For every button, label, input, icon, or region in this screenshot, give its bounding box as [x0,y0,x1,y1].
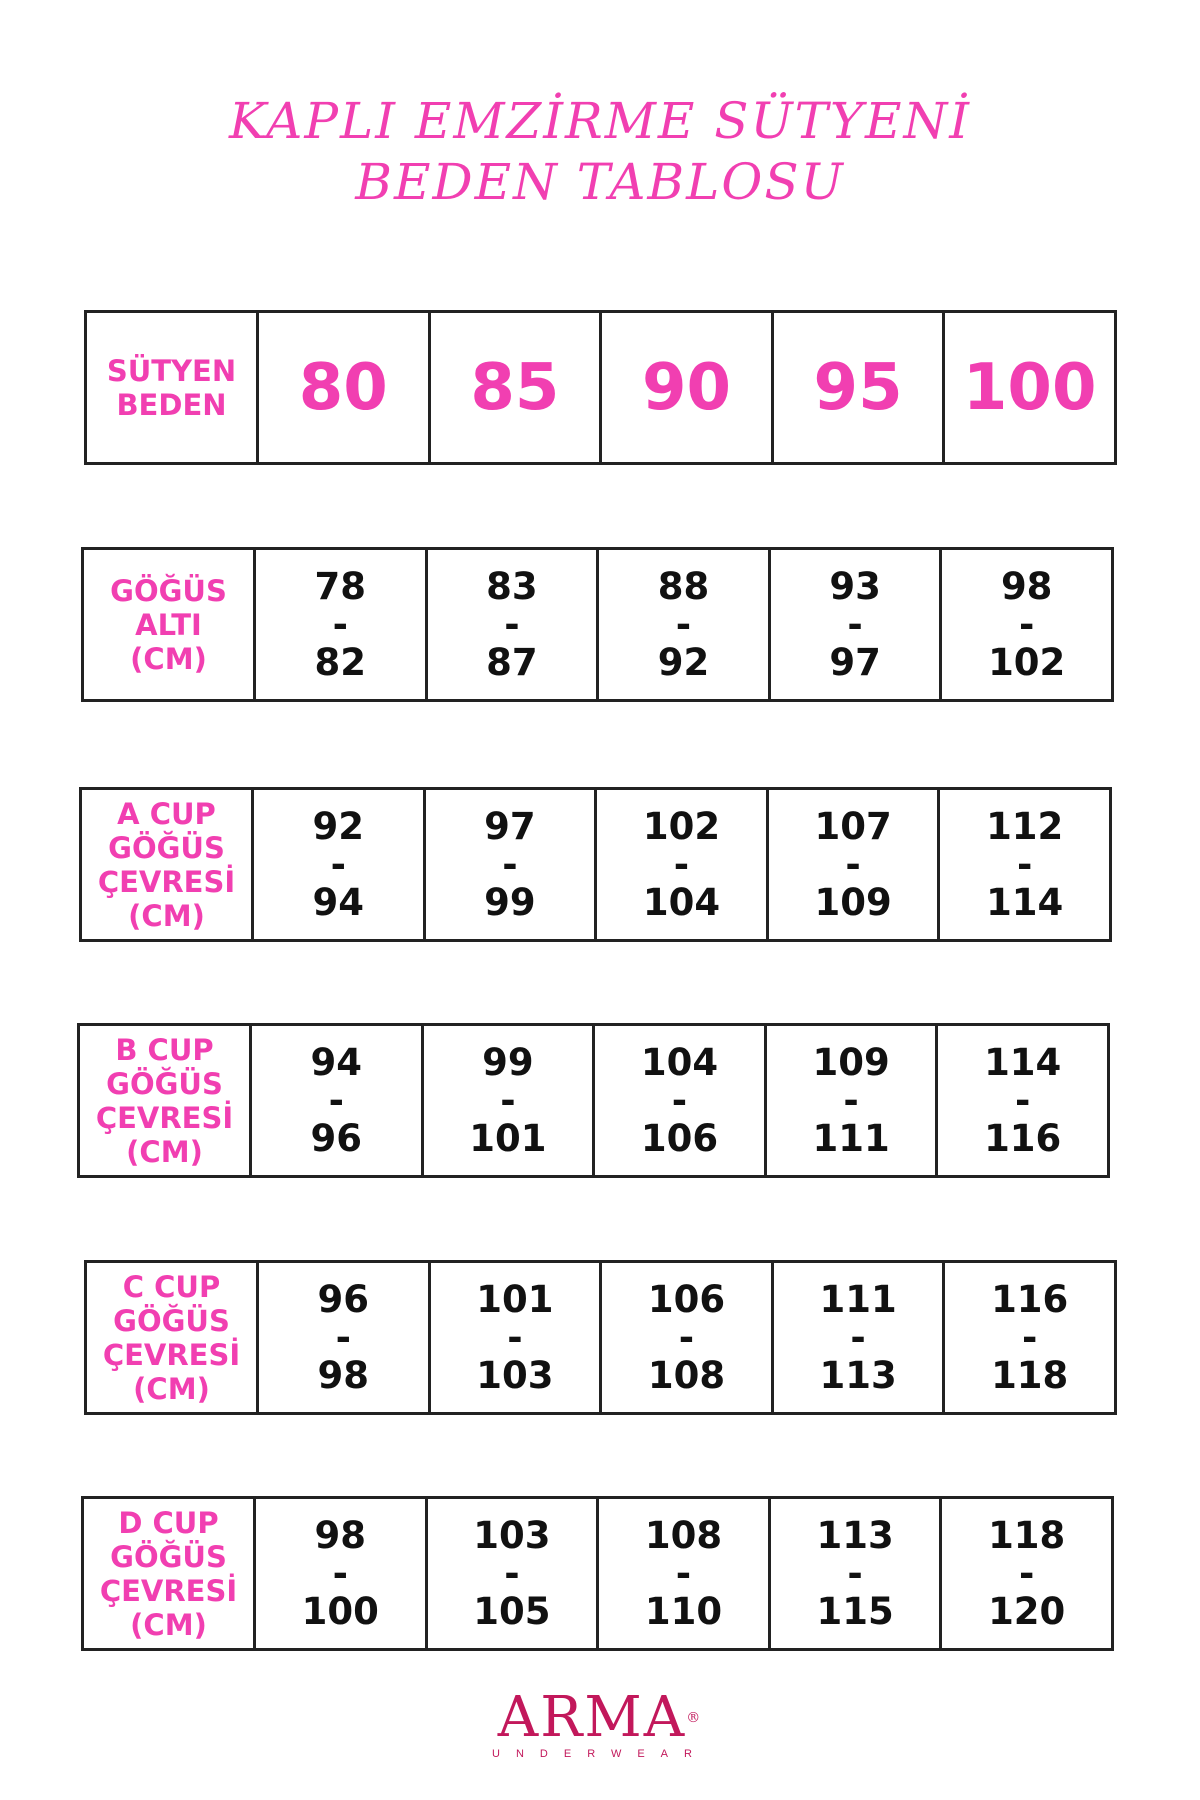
range-max: 111 [812,1116,890,1160]
range-dash: - [1019,602,1035,646]
range-dash: - [507,1315,523,1359]
range-max: 104 [642,880,721,924]
range-dash: - [678,1315,695,1359]
measure-cell [765,1025,937,1177]
range-min: 78 [314,564,367,608]
range-dash: - [504,1551,520,1595]
size-label [86,312,258,464]
range-min: 102 [642,804,721,848]
size-label-line: SÜTYEN [106,353,237,388]
row-label [86,1262,258,1414]
measure-cell [253,789,425,941]
range-min: 112 [986,804,1064,848]
measure-cell [258,1262,430,1414]
range-dash: - [675,602,692,646]
measure-cell [767,789,939,941]
range-min: 106 [647,1277,726,1321]
range-dash: - [504,602,520,646]
measure-cell [769,549,941,701]
range-max: 98 [317,1353,370,1397]
table-row [79,1025,1109,1177]
range-max: 115 [816,1589,894,1633]
range-min: 97 [484,804,536,848]
range-max: 99 [484,880,536,924]
range-min: 108 [644,1513,723,1557]
table-row [81,789,1111,941]
range-min: 96 [317,1277,370,1321]
row-label-line: ÇEVRESİ [99,1573,238,1608]
range-max: 113 [819,1353,897,1397]
measure-cell [941,549,1113,701]
range-max: 118 [991,1353,1069,1397]
range-max: 82 [314,640,367,684]
range-dash: - [845,842,861,886]
range-min: 118 [988,1513,1066,1557]
size-cell: 90 [601,312,773,464]
range-dash: - [335,1315,351,1359]
range-min: 107 [814,804,892,848]
row-label [81,789,253,941]
range-dash: - [675,1551,692,1595]
measure-cell [255,549,427,701]
row-label-line: (CM) [130,641,207,676]
row-label-line: GÖĞÜS [110,1539,227,1574]
size-cell: 100 [944,312,1116,464]
range-min: 114 [984,1040,1062,1084]
size-cell: 85 [429,312,601,464]
range-dash: - [673,842,690,886]
measure-cell [601,1262,773,1414]
range-dash: - [502,842,518,886]
range-min: 101 [476,1277,554,1321]
range-min: 103 [473,1513,551,1557]
range-dash: - [1022,1315,1038,1359]
measure-cell [598,549,770,701]
table-row [83,1498,1113,1650]
range-min: 104 [640,1040,719,1084]
row-label-line: A CUP [117,796,216,831]
measure-cell [426,1498,598,1650]
range-max: 114 [986,880,1064,924]
measure-table-d-cup [81,1496,1114,1651]
range-min: 99 [482,1040,534,1084]
range-max: 96 [310,1116,363,1160]
row-label-line: ÇEVRESİ [97,864,236,899]
row-label-line: GÖĞÜS [108,830,225,865]
range-max: 120 [988,1589,1066,1633]
range-max: 92 [657,640,710,684]
row-label-line: GÖĞÜS [113,1303,230,1338]
measure-cell [596,789,768,941]
range-dash: - [500,1078,516,1122]
brand-logo-wordmark [0,1685,1200,1750]
measure-cell [255,1498,427,1650]
row-label-line: (CM) [126,1134,203,1169]
row-label-line: ÇEVRESİ [95,1100,234,1135]
range-dash: - [328,1078,344,1122]
range-max: 87 [486,640,538,684]
brand-logo-tagline: UNDERWEAR [492,1748,708,1760]
row-label-line: (CM) [128,898,205,933]
measure-cell [251,1025,423,1177]
range-dash: - [1015,1078,1031,1122]
range-min: 111 [819,1277,897,1321]
brand-logo [0,1685,1200,1760]
row-label-line: C CUP [122,1269,221,1304]
range-dash: - [850,1315,866,1359]
range-dash: - [332,1551,348,1595]
range-min: 98 [314,1513,367,1557]
measure-cell [941,1498,1113,1650]
measure-table-b-cup [77,1023,1110,1178]
measure-cell [594,1025,766,1177]
range-dash: - [1019,1551,1035,1595]
measure-table-a-cup [79,787,1112,942]
range-max: 116 [984,1116,1062,1160]
measure-cell [426,549,598,701]
row-label [79,1025,251,1177]
range-dash: - [847,1551,863,1595]
measure-cell [937,1025,1109,1177]
measure-table-c-cup [84,1260,1117,1415]
row-label [83,549,255,701]
range-min: 94 [310,1040,363,1084]
table-row [83,549,1113,701]
measure-cell [422,1025,594,1177]
row-label-line: GÖĞÜS [110,573,227,608]
size-cell: 80 [258,312,430,464]
title-line-1: KAPLI EMZİRME SÜTYENİ [228,92,972,150]
range-dash: - [843,1078,859,1122]
table-row [86,1262,1116,1414]
range-max: 110 [644,1589,723,1633]
range-min: 88 [657,564,710,608]
registered-mark: ® [686,1710,703,1726]
size-label-line: BEDEN [116,387,227,422]
range-min: 109 [812,1040,890,1084]
range-min: 92 [312,804,365,848]
measure-cell [769,1498,941,1650]
row-label-line: GÖĞÜS [106,1066,223,1101]
range-max: 108 [647,1353,726,1397]
measure-cell [598,1498,770,1650]
range-max: 101 [469,1116,547,1160]
range-dash: - [1017,842,1033,886]
range-dash: - [847,602,863,646]
range-min: 98 [1000,564,1053,608]
measure-cell [944,1262,1116,1414]
range-max: 105 [473,1589,551,1633]
range-min: 113 [816,1513,894,1557]
row-label-line: ALTI [135,607,202,642]
measure-cell [429,1262,601,1414]
range-max: 109 [814,880,892,924]
size-cell: 95 [772,312,944,464]
range-max: 94 [312,880,365,924]
row-label-line: ÇEVRESİ [102,1337,241,1372]
size-table [84,310,1117,465]
measure-table-underbust [81,547,1114,702]
row-label [83,1498,255,1650]
range-max: 97 [829,640,881,684]
range-min: 116 [991,1277,1069,1321]
brand-logo-word: ARMA [497,1685,687,1750]
row-label-line: D CUP [118,1505,219,1540]
range-dash: - [671,1078,688,1122]
measure-cell [424,789,596,941]
table-row [86,312,1116,464]
range-max: 102 [988,640,1066,684]
measure-cell [939,789,1111,941]
range-min: 83 [486,564,538,608]
row-label-line: (CM) [133,1371,210,1406]
title-line-2: BEDEN TABLOSU [355,153,845,211]
range-dash: - [330,842,346,886]
row-label-line: (CM) [130,1607,207,1642]
measure-cell [772,1262,944,1414]
row-label-line: B CUP [115,1032,214,1067]
range-max: 106 [640,1116,719,1160]
range-dash: - [332,602,348,646]
range-max: 103 [476,1353,554,1397]
range-min: 93 [829,564,881,608]
range-max: 100 [301,1589,379,1633]
